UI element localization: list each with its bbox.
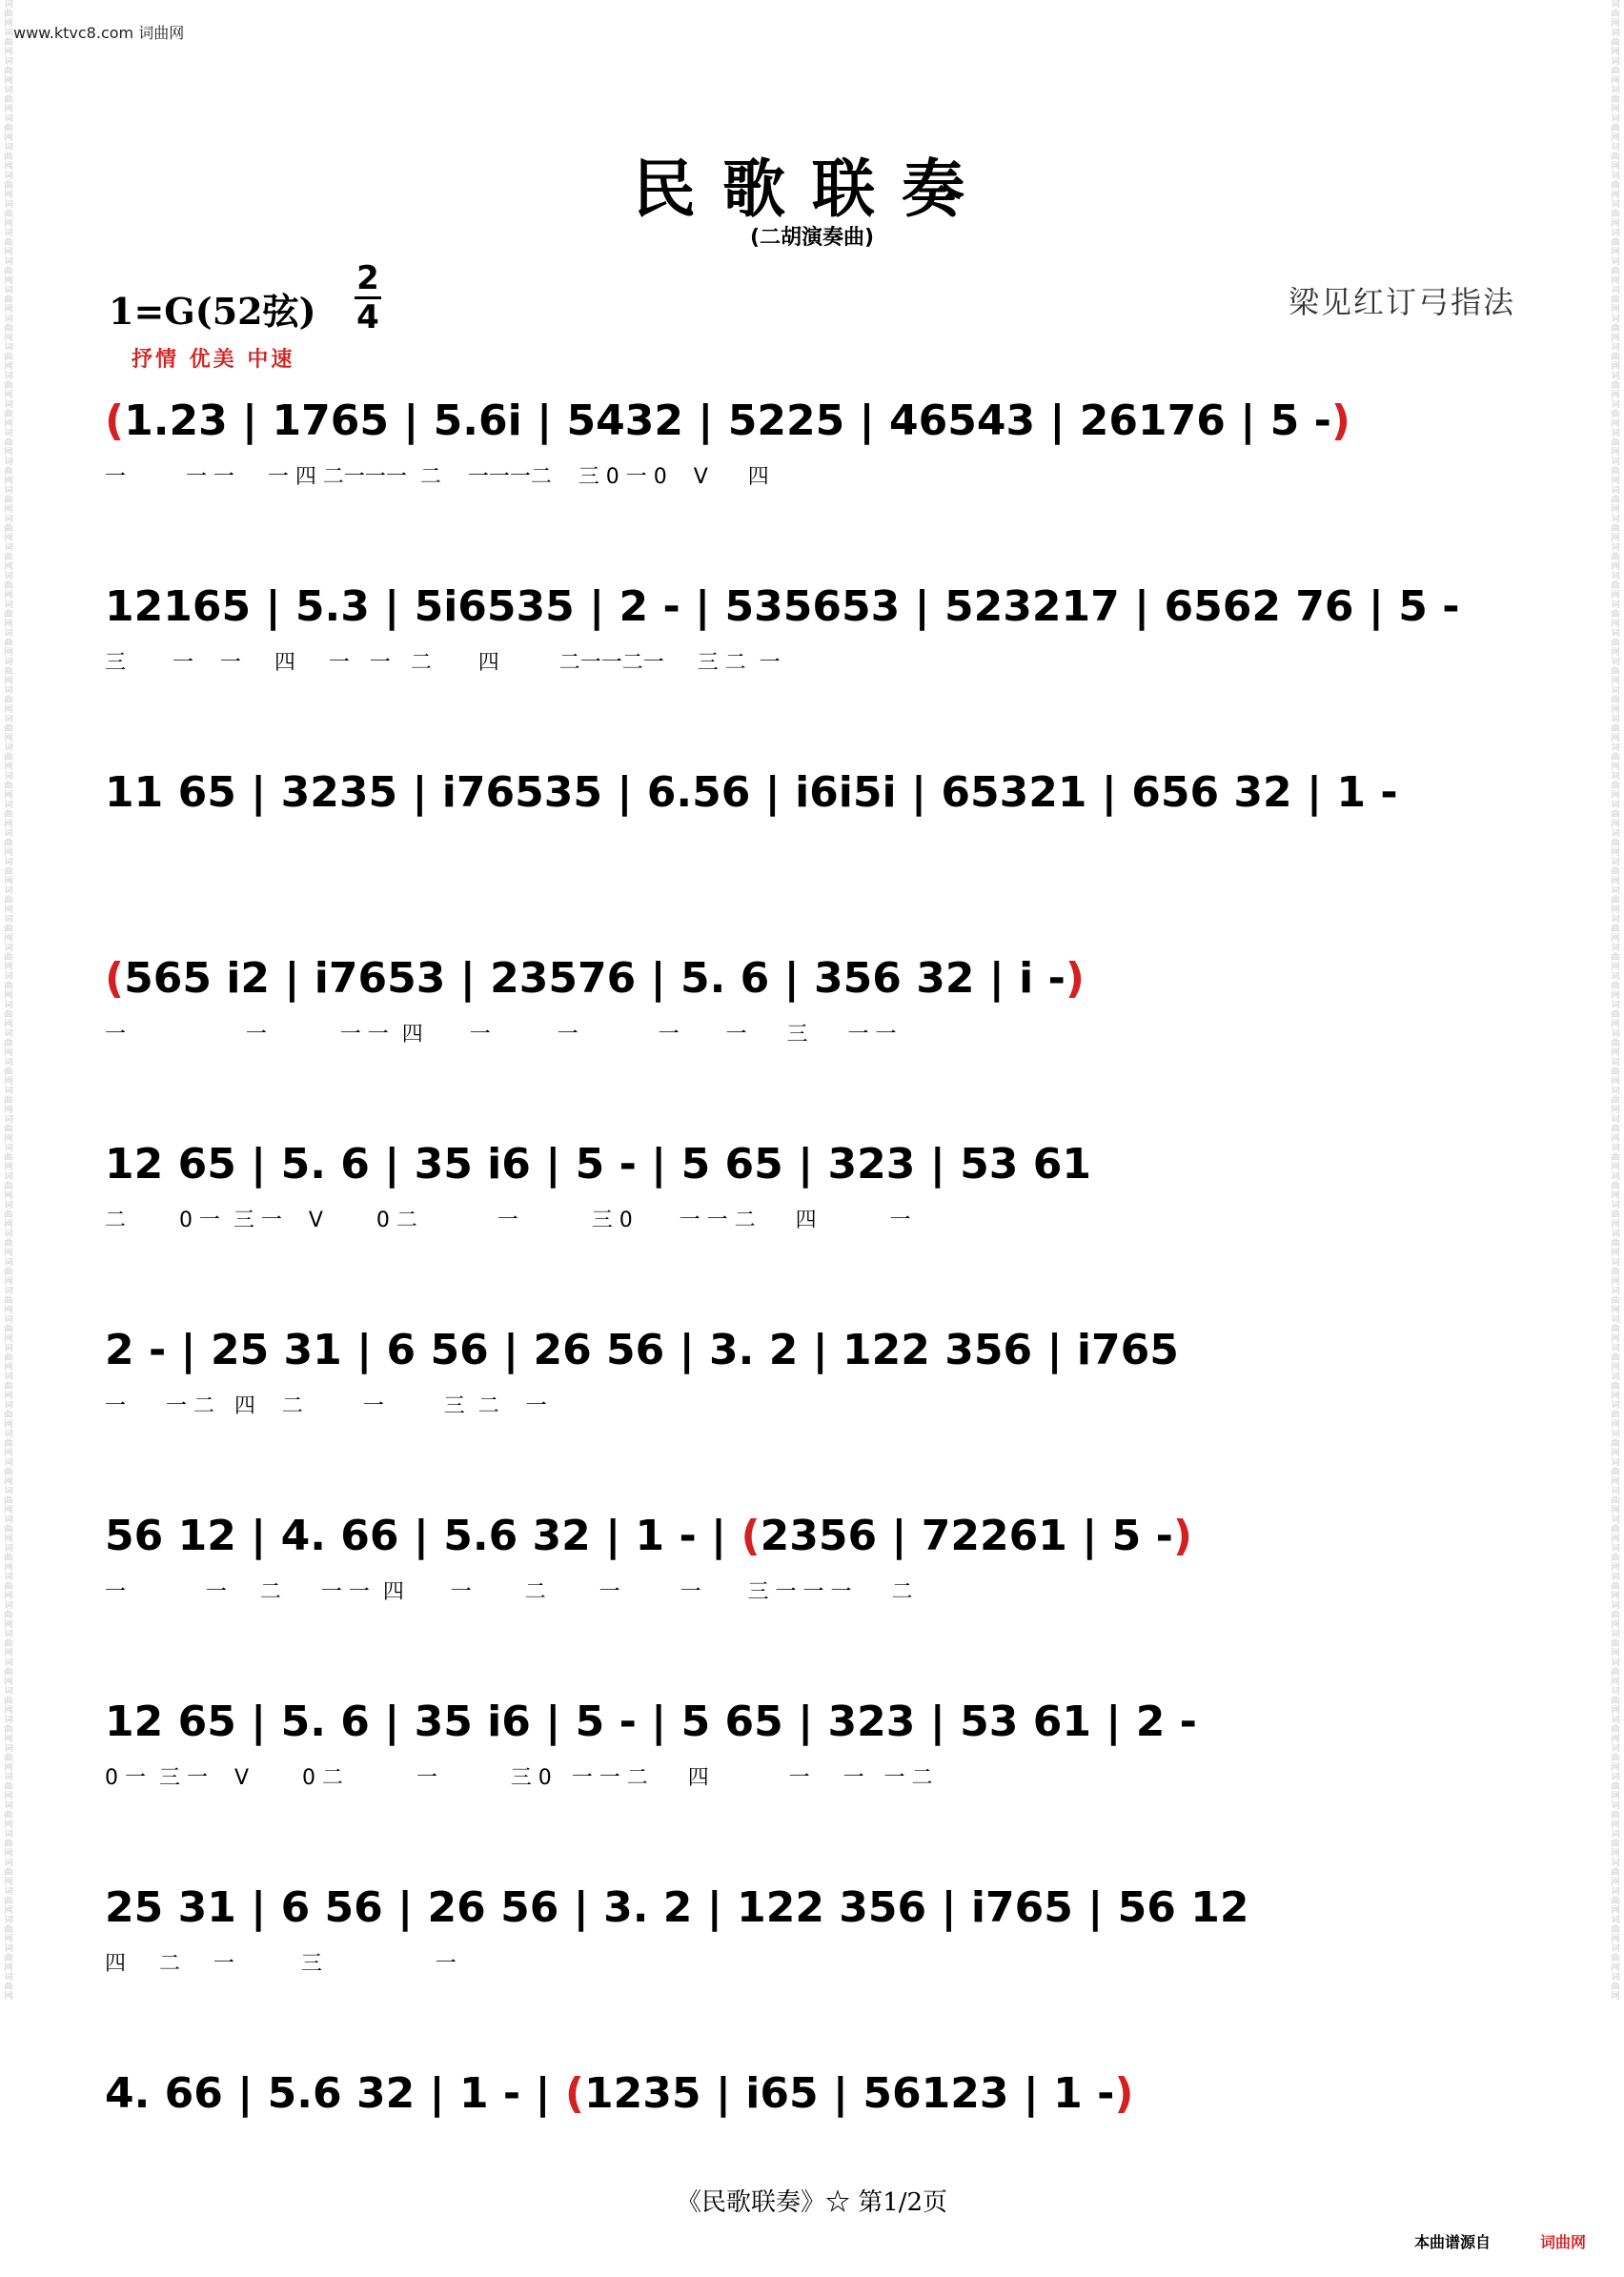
staff-notes: 12 65 | 5. 6 | 35 i6 | 5 - | 5 65 | 323 | 53 61 | 2 - bbox=[105, 1698, 1197, 1746]
staff-marks: 三 一 一 四 一 一 二 四 二一一二一 三 二 一 bbox=[105, 651, 781, 675]
time-signature-top: 2 bbox=[356, 259, 379, 297]
staff-notes: 12 65 | 5. 6 | 35 i6 | 5 - | 5 65 | 323 | 53 61 bbox=[105, 1140, 1091, 1189]
staff-marks: 二 0 一 三 一 V 0 二 一 三 0 一 一 二 四 一 bbox=[105, 1209, 911, 1232]
right-watermark-strip: 词 曲 网 词 曲 网 词 曲 网 词 曲 网 词 曲 网 词 曲 网 词 曲 网 词 曲 网 词 曲 网 词 曲 网 词 曲 网 词 曲 网 词 曲 网 词 曲 网 词 曲 网 词 曲 网 词 曲 网 词 曲 网 词 曲 网 词 曲 网 词 曲 网 词 曲 网 词 曲 网 词 曲 网 词 曲 网 词 曲 网 词 曲 网 词 曲 网 词 曲 网 词 曲 网 词 曲 网 词 曲 网 词 曲 网 词 曲 网 词 曲 网 词 曲 网 词 曲 网 词 曲 网 词 曲 网 词 曲 网 词 曲 网 词 曲 网 词 曲 网 词 曲 网 词 曲 网 词 曲 网 词 曲 网 词 曲 网 词 曲 网 词 曲 网 词 曲 网 词 曲 网 词 曲 网 词 曲 网 词 曲 网 词 曲 网 词 曲 网 词 曲 网 词 曲 网 词 曲 网 词 曲 网 词 曲 网 词 曲 网 词 曲 网 词 曲 网 词 曲 网 词 曲 网 词 曲 网 词 曲 网 词 曲 网 bbox=[1611, 0, 1620, 2002]
staff-line-8 bbox=[105, 1580, 1534, 1753]
staff-notes: 25 31 | 6 56 | 26 56 | 3. 2 | 122 356 | i765 | 56 12 bbox=[105, 1883, 1249, 1932]
site-header[interactable]: www.ktvc8.com 词曲网 bbox=[13, 24, 185, 42]
staff-line-6 bbox=[105, 1209, 1534, 1381]
staff-line-4 bbox=[105, 948, 1534, 1009]
staff-marks bbox=[105, 834, 1534, 948]
staff-marks bbox=[105, 276, 1534, 391]
staff-line-9 bbox=[105, 1766, 1534, 1939]
staff-notes: 2 - | 25 31 | 6 56 | 26 56 | 3. 2 | 122 356 | i765 bbox=[105, 1326, 1179, 1374]
staff-marks: 一 一 一 一 四 二一一一 二 一一一二 三 0 一 0 V 四 bbox=[105, 465, 836, 489]
score-title: 民歌联奏 bbox=[633, 152, 991, 226]
staff-notes: (1.23 | 1765 | 5.6i | 5432 | 5225 | 46543 | 26176 | 5 -) bbox=[105, 396, 1350, 445]
staff-notes: (565 i2 | i7653 | 23576 | 5. 6 | 356 32 | i -) bbox=[105, 954, 1085, 1003]
staff-line-10 bbox=[105, 1952, 1534, 2125]
staff-marks: 0 一 三 一 V 0 二 一 三 0 一 一 二 四 一 一 一 二 bbox=[105, 1766, 933, 1790]
staff-notes: 4. 66 | 5.6 32 | 1 - | (1235 | i65 | 56123 | 1 -) bbox=[105, 2069, 1134, 2118]
page-footer: 《民歌联奏》☆ 第1/2页 bbox=[676, 2188, 948, 2217]
staff-line-3 bbox=[105, 651, 1534, 823]
staff-notes: 12165 | 5.3 | 5i6535 | 2 - | 535653 | 523217 | 6562 76 | 5 - bbox=[105, 582, 1460, 631]
staff-notes: 56 12 | 4. 66 | 5.6 32 | 1 - | (2356 | 72261 | 5 -) bbox=[105, 1512, 1192, 1560]
staff-notes: 11 65 | 3235 | i76535 | 6.56 | i6i5i | 65321 | 656 32 | 1 - bbox=[105, 768, 1398, 817]
staff-marks: 一 一 一 一 四 一 一 一 一 三 一 一 bbox=[105, 1023, 897, 1047]
staff-marks: 四 二 一 三 一 bbox=[105, 1952, 457, 1976]
tempo-marking: 抒情 优美 中速 bbox=[132, 348, 295, 372]
staff-line-5 bbox=[105, 1023, 1534, 1195]
source-label: 本曲谱源自 bbox=[1413, 2233, 1491, 2251]
staff-line-1 bbox=[105, 391, 1534, 452]
staff-line-7 bbox=[105, 1394, 1534, 1567]
left-watermark-strip: 词 曲 网 词 曲 网 词 曲 网 词 曲 网 词 曲 网 词 曲 网 词 曲 网 词 曲 网 词 曲 网 词 曲 网 词 曲 网 词 曲 网 词 曲 网 词 曲 网 词 曲 网 词 曲 网 词 曲 网 词 曲 网 词 曲 网 词 曲 网 词 曲 网 词 曲 网 词 曲 网 词 曲 网 词 曲 网 词 曲 网 词 曲 网 词 曲 网 词 曲 网 词 曲 网 词 曲 网 词 曲 网 词 曲 网 词 曲 网 词 曲 网 词 曲 网 词 曲 网 词 曲 网 词 曲 网 词 曲 网 词 曲 网 词 曲 网 词 曲 网 词 曲 网 词 曲 网 词 曲 网 词 曲 网 词 曲 网 词 曲 网 词 曲 网 词 曲 网 词 曲 网 词 曲 网 词 曲 网 词 曲 网 词 曲 网 词 曲 网 词 曲 网 词 曲 网 词 曲 网 词 曲 网 词 曲 网 词 曲 网 词 曲 网 词 曲 网 词 曲 网 词 曲 网 词 曲 网 词 曲 网 词 曲 网 bbox=[4, 0, 13, 2002]
score-subtitle: (二胡演奏曲) bbox=[749, 226, 875, 250]
staff-line-2 bbox=[105, 465, 1534, 638]
arranger-credit: 梁见红订弓指法 bbox=[1288, 284, 1515, 320]
key-signature: 1=G(52弦) bbox=[109, 290, 316, 333]
staff-marks: 一 一 二 四 二 一 三 二 一 bbox=[105, 1394, 547, 1418]
staff-marks: 一 一 二 一 一 四 一 二 一 一 三 一 一 一 二 bbox=[105, 1580, 913, 1604]
time-signature-bottom: 4 bbox=[356, 298, 379, 336]
source-site-link[interactable]: 词曲网 bbox=[1539, 2233, 1586, 2251]
